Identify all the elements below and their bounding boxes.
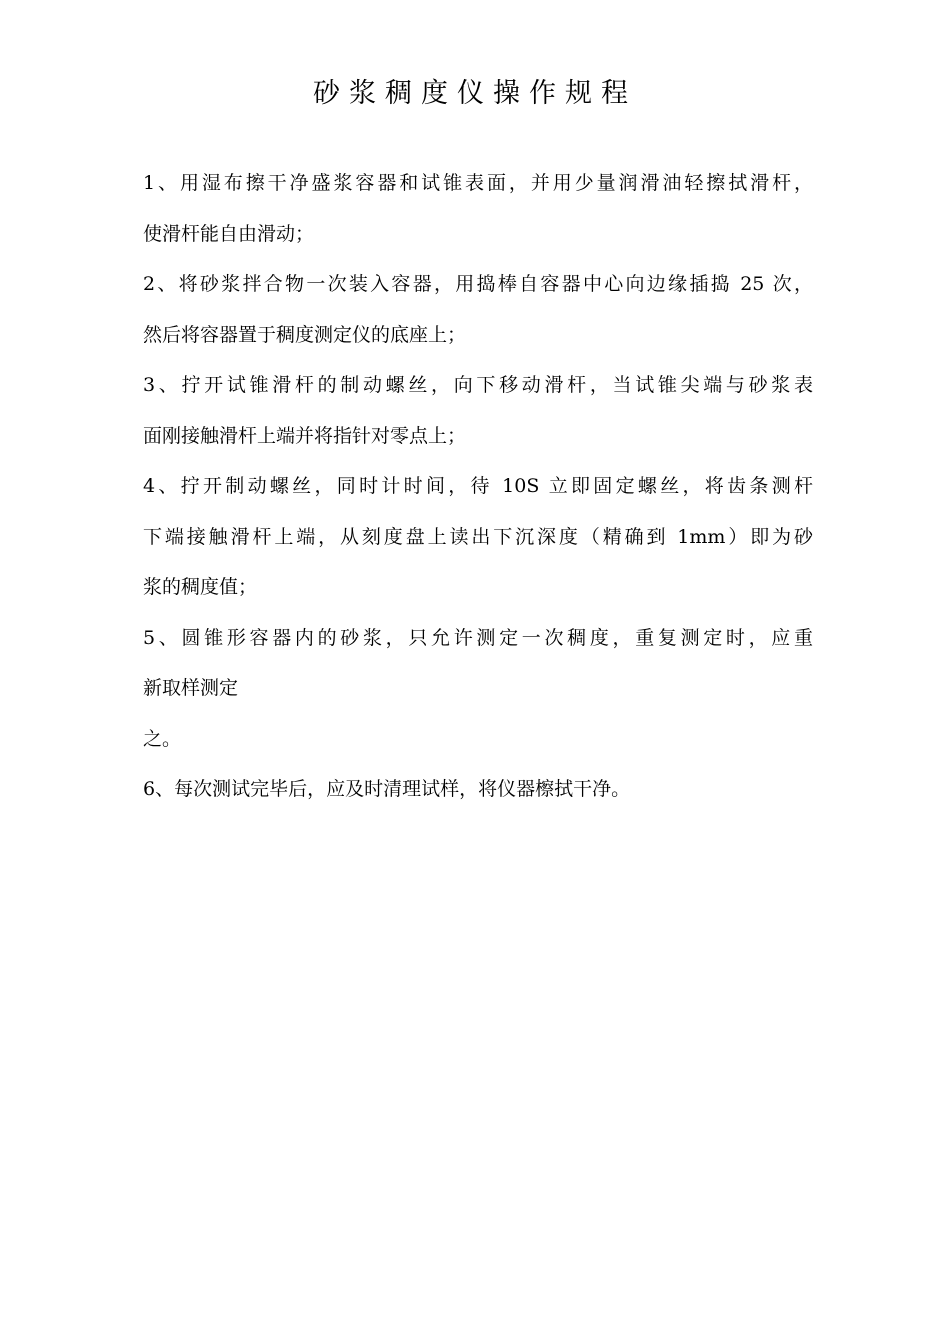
procedure-line-9: 浆的稠度值； xyxy=(143,576,258,598)
procedure-line-5: 3、拧开试锥滑杆的制动螺丝，向下移动滑杆，当试锥尖端与砂浆表 xyxy=(143,374,813,396)
procedure-line-11: 新取样测定 xyxy=(143,677,239,699)
procedure-line-13: 6、每次测试完毕后，应及时清理试样，将仪器檫拭干净。 xyxy=(143,778,631,800)
procedure-line-3: 2、将砂浆拌合物一次装入容器，用捣棒自容器中心向边缘插捣 25 次， xyxy=(143,273,813,295)
procedure-line-12: 之。 xyxy=(143,727,182,750)
procedure-line-8: 下端接触滑杆上端，从刻度盘上读出下沉深度（精确到 1mm）即为砂 xyxy=(143,525,813,548)
procedure-body xyxy=(143,158,813,815)
procedure-line-7: 4、拧开制动螺丝，同时计时间，待 10S 立即固定螺丝，将齿条测杆 xyxy=(143,475,813,497)
procedure-line-4: 然后将容器置于稠度测定仪的底座上； xyxy=(143,323,467,346)
procedure-line-2: 使滑杆能自由滑动； xyxy=(143,222,315,245)
procedure-line-10: 5、圆锥形容器内的砂浆，只允许测定一次稠度，重复测定时，应重 xyxy=(143,626,813,649)
document-title: 砂浆稠度仪操作规程 xyxy=(313,78,637,109)
procedure-line-6: 面刚接触滑杆上端并将指针对零点上； xyxy=(143,424,467,447)
procedure-line-1: 1、用湿布擦干净盛浆容器和试锥表面，并用少量润滑油轻擦拭滑杆， xyxy=(143,172,813,194)
